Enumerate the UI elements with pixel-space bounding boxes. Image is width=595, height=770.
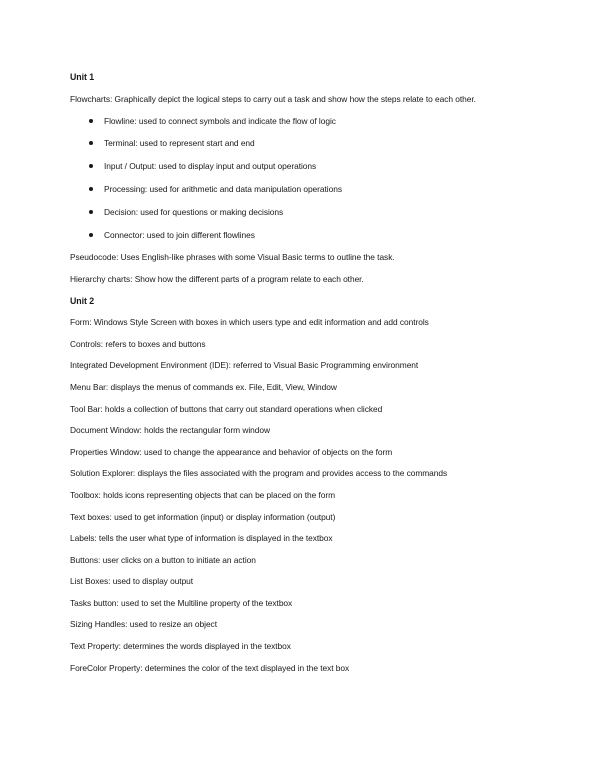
definition-line: Toolbox: holds icons representing objects that can be placed on the form xyxy=(70,489,336,500)
definition-line: Tool Bar: holds a collection of buttons that carry out standard operations when clicked xyxy=(70,403,383,414)
bullet-icon xyxy=(89,164,93,168)
list-item xyxy=(70,115,540,127)
bullet-icon xyxy=(89,187,93,191)
definition-line: ForeColor Property: determines the color of the text displayed in the text box xyxy=(70,662,350,673)
bullet-icon xyxy=(89,141,93,145)
bullet-icon xyxy=(89,210,93,214)
list-item xyxy=(70,160,540,172)
bullet-icon xyxy=(89,119,93,123)
definition-line: Solution Explorer: displays the files associated with the program and provides access to the commands xyxy=(70,468,448,479)
unit-1-heading: Unit 1 xyxy=(70,72,95,82)
definition-line: Text Property: determines the words displayed in the textbox xyxy=(70,641,291,652)
definition-line: Menu Bar: displays the menus of commands ex. File, Edit, View, Window xyxy=(70,381,337,392)
definition-line: List Boxes: used to display output xyxy=(70,576,194,587)
list-item xyxy=(70,206,540,218)
definition-line: Sizing Handles: used to resize an object xyxy=(70,619,217,630)
list-item xyxy=(70,229,540,241)
definition-line: Integrated Development Environment (IDE): referred to Visual Basic Programming environment xyxy=(70,360,419,371)
definition-line: Form: Windows Style Screen with boxes in which users type and edit information and add controls xyxy=(70,317,429,328)
definition-line: Labels: tells the user what type of information is displayed in the textbox xyxy=(70,533,333,544)
list-item-text: Flowline: used to connect symbols and indicate the flow of logic xyxy=(104,115,336,126)
list-item xyxy=(70,183,540,195)
flowchart-symbol-list xyxy=(70,115,540,241)
list-item-text: Decision: used for questions or making decisions xyxy=(104,206,284,217)
document-content xyxy=(70,71,540,683)
list-item-text: Processing: used for arithmetic and data manipulation operations xyxy=(104,183,342,194)
definition-line: Tasks button: used to set the Multiline property of the textbox xyxy=(70,597,293,608)
bullet-icon xyxy=(89,233,93,237)
flowcharts-definition: Flowcharts: Graphically depict the logical steps to carry out a task and show how the steps relate to each other. xyxy=(70,93,476,104)
definition-line: Document Window: holds the rectangular form window xyxy=(70,425,270,436)
pseudocode-definition: Pseudocode: Uses English-like phrases with some Visual Basic terms to outline the task. xyxy=(70,252,395,263)
definition-line: Buttons: user clicks on a button to initiate an action xyxy=(70,554,256,565)
hierarchy-charts-definition: Hierarchy charts: Show how the different parts of a program relate to each other. xyxy=(70,273,364,284)
definition-line: Controls: refers to boxes and buttons xyxy=(70,338,206,349)
list-item-text: Connector: used to join different flowlines xyxy=(104,229,255,240)
definition-line: Text boxes: used to get information (input) or display information (output) xyxy=(70,511,336,522)
definition-line: Properties Window: used to change the appearance and behavior of objects on the form xyxy=(70,446,393,457)
unit-2-heading: Unit 2 xyxy=(70,295,95,306)
list-item-text: Terminal: used to represent start and end xyxy=(104,138,255,149)
list-item-text: Input / Output: used to display input and output operations xyxy=(104,161,317,172)
list-item xyxy=(70,137,540,149)
